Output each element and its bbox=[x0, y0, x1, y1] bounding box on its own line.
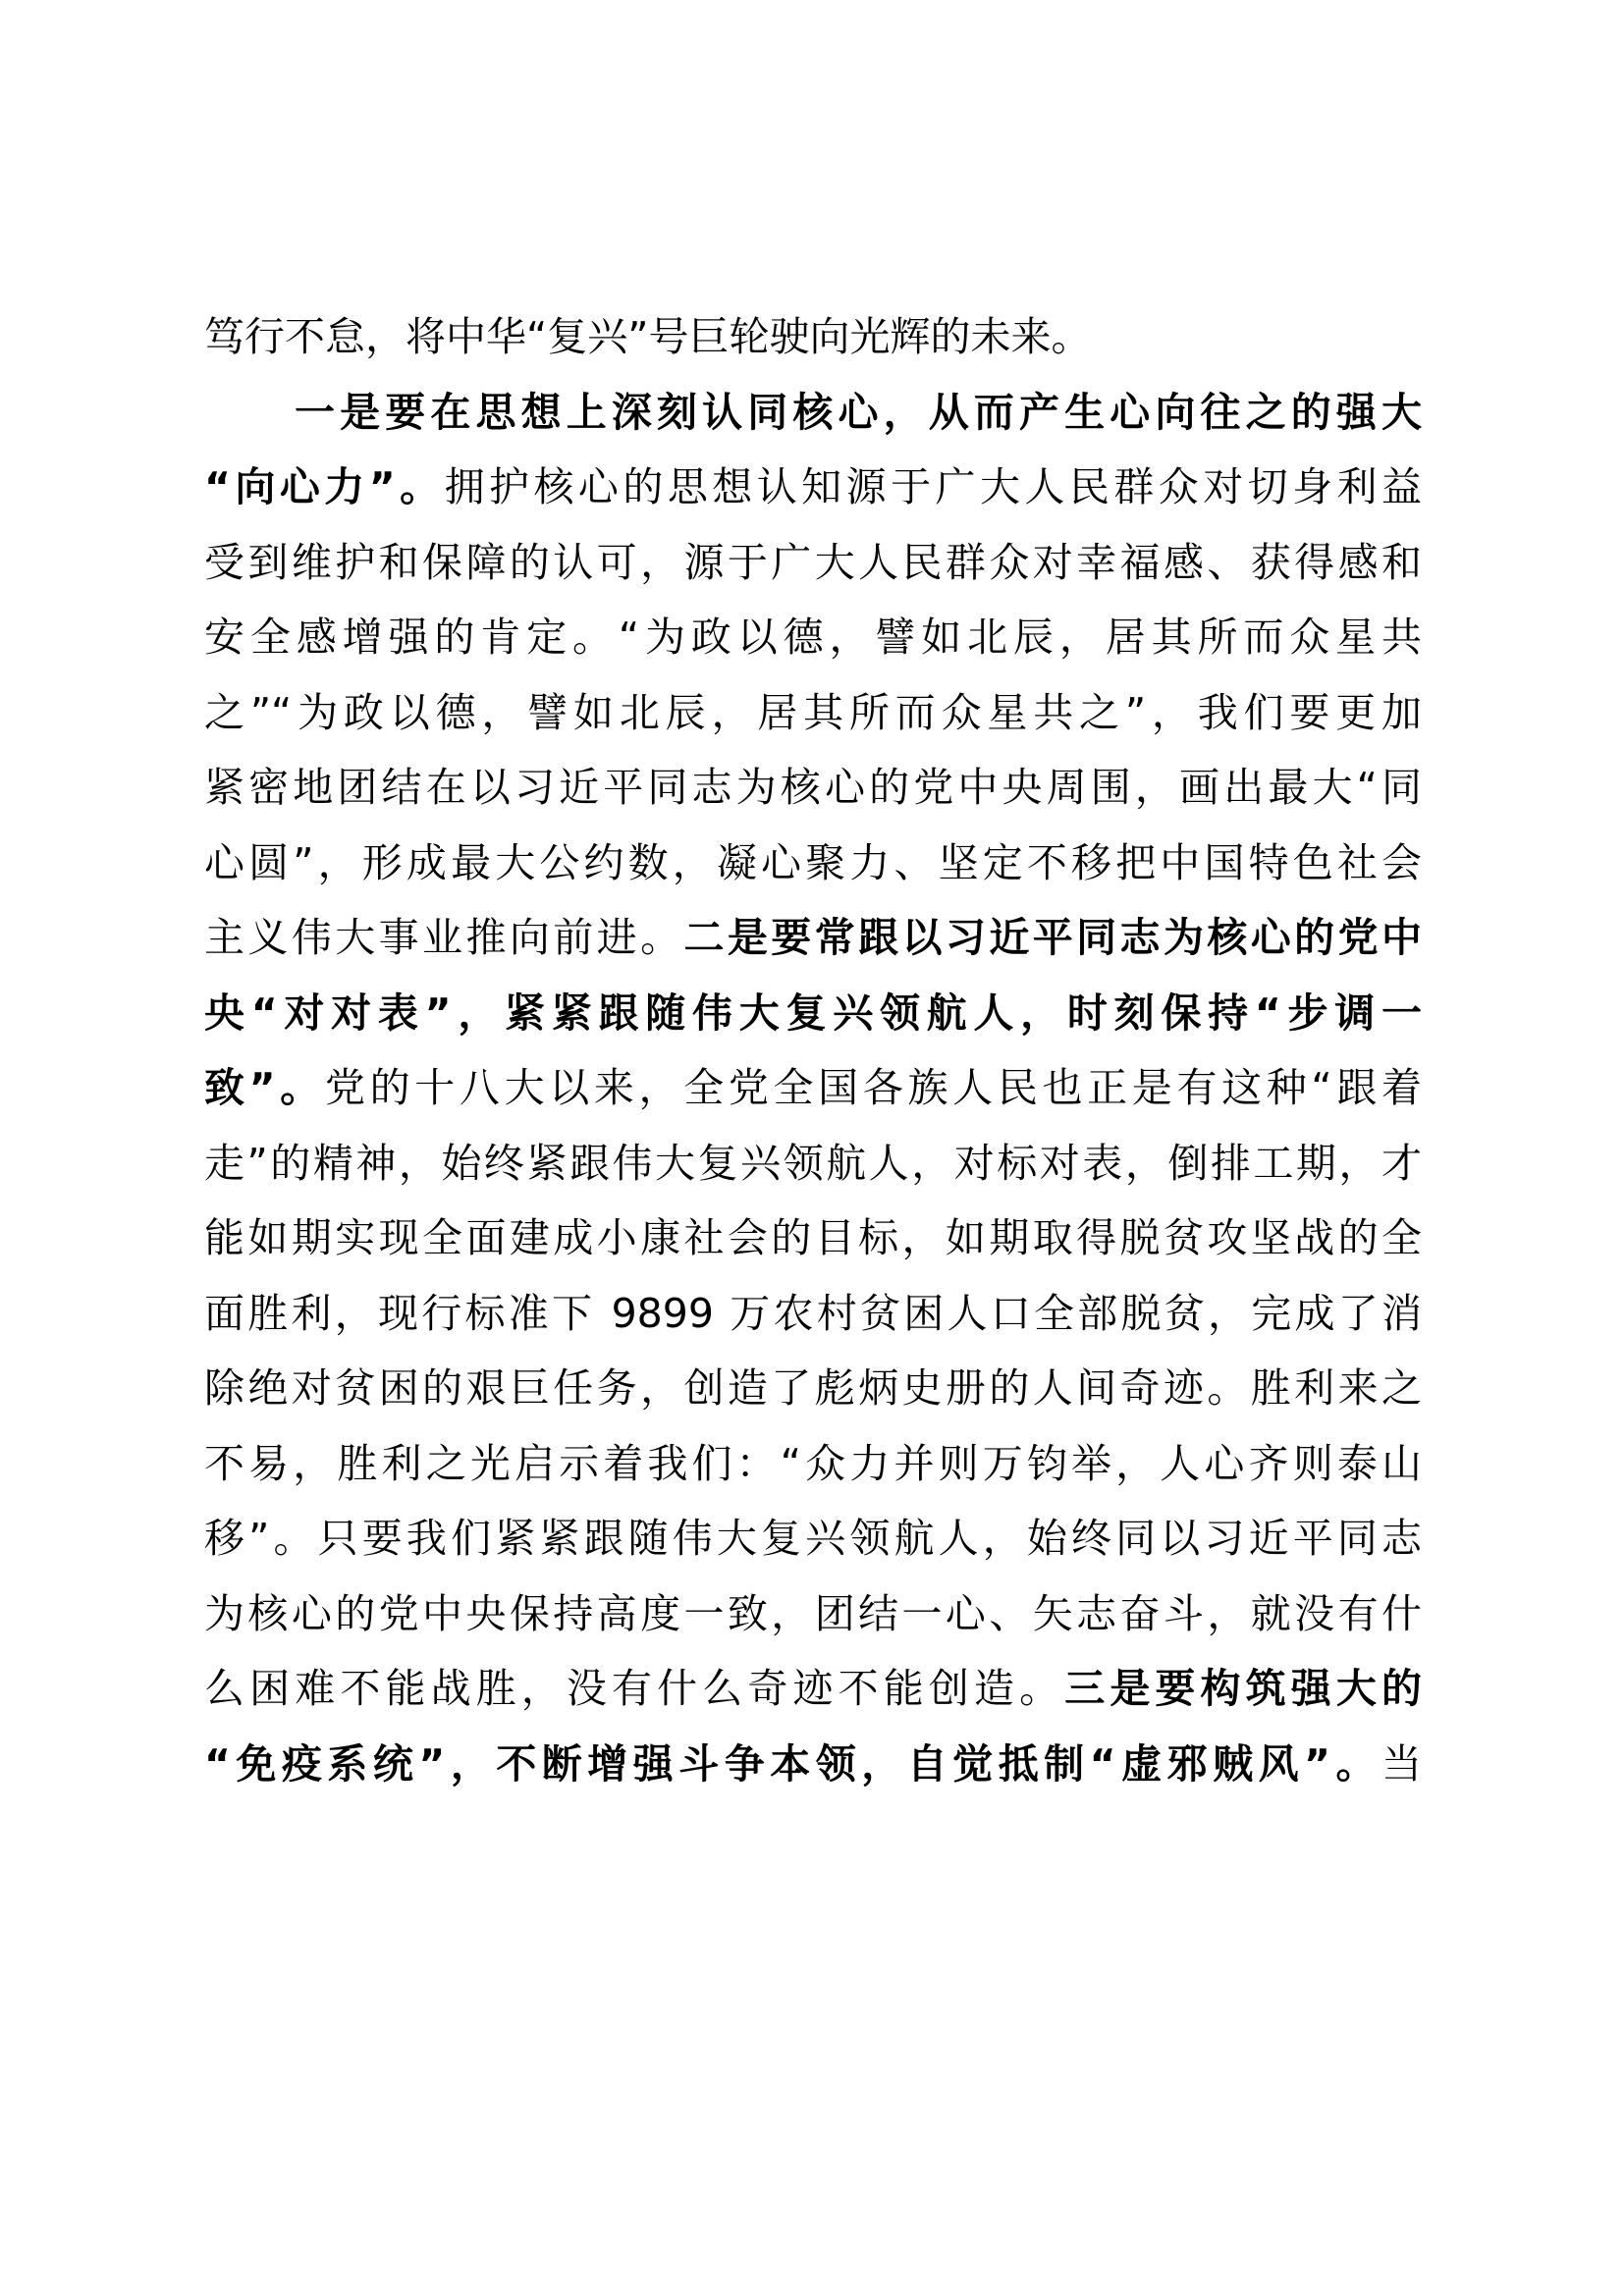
text-segment: 安全感增强的肯定。“为政以德，譬如北辰，居其所而众星共 bbox=[204, 614, 1422, 661]
text-line bbox=[204, 675, 1422, 751]
text-line bbox=[204, 1727, 1422, 1802]
heading-point-three: 三是要构筑强大的 bbox=[1064, 1665, 1423, 1712]
heading-point-two: 央“对对表”，紧紧跟随伟大复兴领航人，时刻保持“步调一 bbox=[204, 988, 1422, 1037]
body-text bbox=[204, 299, 1422, 1801]
text-line bbox=[204, 525, 1422, 601]
text-line bbox=[204, 1351, 1422, 1426]
text-segment: 受到维护和保障的认可，源于广大人民群众对幸福感、获得感和 bbox=[204, 538, 1422, 586]
text-segment: 面胜利，现行标准下 9899 万农村贫困人口全部脱贫，完成了消 bbox=[204, 1289, 1422, 1337]
text-line bbox=[204, 1501, 1422, 1576]
text-line bbox=[204, 1276, 1422, 1352]
text-line bbox=[204, 450, 1422, 525]
heading-point-three-end: “免疫系统”，不断增强斗争本领，自觉抵制“虚邪贼风”。 bbox=[204, 1739, 1381, 1788]
heading-point-one-end: “向心力”。 bbox=[204, 463, 445, 510]
text-segment: 当 bbox=[1381, 1739, 1422, 1788]
text-segment: 心圆”，形成最大公约数，凝心聚力、坚定不移把中国特色社会 bbox=[204, 838, 1422, 886]
text-line bbox=[204, 1201, 1422, 1276]
text-segment: 移”。只要我们紧紧跟随伟大复兴领航人，始终同以习近平同志 bbox=[204, 1515, 1422, 1562]
text-line bbox=[204, 1126, 1422, 1201]
heading-point-two: 二是要常跟以习近平同志为核心的党中 bbox=[683, 914, 1423, 961]
text-segment: 么困难不能战胜，没有什么奇迹不能创造。 bbox=[204, 1665, 1065, 1712]
text-line bbox=[204, 299, 1422, 375]
text-line bbox=[204, 826, 1422, 901]
text-line bbox=[204, 1651, 1422, 1727]
text-line bbox=[204, 1426, 1422, 1502]
text-line bbox=[204, 1576, 1422, 1652]
text-segment: 主义伟大事业推向前进。 bbox=[204, 914, 684, 961]
text-line bbox=[204, 750, 1422, 826]
text-segment: 能如期实现全面建成小康社会的目标，如期取得脱贫攻坚战的全 bbox=[204, 1214, 1422, 1261]
heading-point-one: 一是要在思想上深刻认同核心，从而产生心向往之的强大 bbox=[295, 388, 1422, 436]
text-segment: 除绝对贫困的艰巨任务，创造了彪炳史册的人间奇迹。胜利来之 bbox=[204, 1364, 1422, 1412]
text-line bbox=[204, 976, 1422, 1051]
text-segment: 走”的精神，始终紧跟伟大复兴领航人，对标对表，倒排工期，才 bbox=[204, 1139, 1422, 1187]
text-segment: 紧密地团结在以习近平同志为核心的党中央周围，画出最大“同 bbox=[204, 764, 1422, 811]
heading-point-two-end: 致”。 bbox=[204, 1064, 325, 1111]
text-line bbox=[204, 375, 1422, 451]
text-segment: 拥护核心的思想认知源于广大人民群众对切身利益 bbox=[444, 463, 1422, 510]
text-line bbox=[204, 900, 1422, 976]
text-line bbox=[204, 600, 1422, 675]
text-segment: 党的十八大以来，全党全国各族人民也正是有这种“跟着 bbox=[324, 1064, 1422, 1111]
text-segment: 之”“为政以德，譬如北辰，居其所而众星共之”，我们要更加 bbox=[204, 688, 1422, 736]
text-segment: 笃行不怠，将中华“复兴”号巨轮驶向光辉的未来。 bbox=[204, 313, 1092, 360]
text-segment: 不易，胜利之光启示着我们：“众力并则万钧举，人心齐则泰山 bbox=[204, 1439, 1422, 1487]
text-segment: 为核心的党中央保持高度一致，团结一心、矢志奋斗，就没有什 bbox=[204, 1589, 1422, 1637]
text-line bbox=[204, 1050, 1422, 1126]
